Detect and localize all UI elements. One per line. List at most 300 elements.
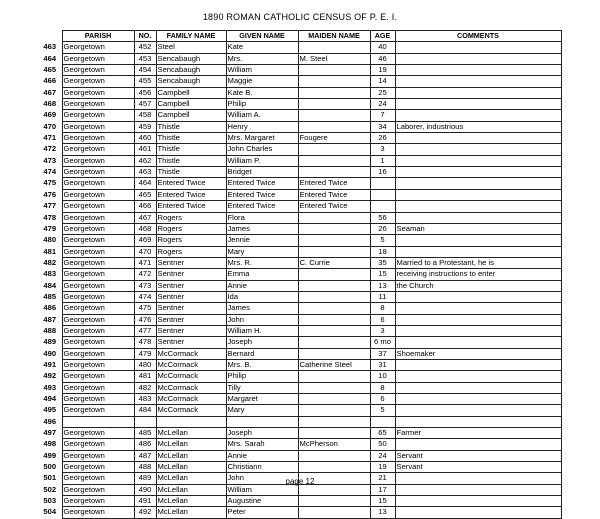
parish-cell: Georgetown: [62, 257, 134, 268]
maiden-name-cell: [298, 269, 370, 280]
age-cell: 8: [370, 382, 395, 393]
maiden-name-cell: [298, 303, 370, 314]
comments-cell: [395, 53, 561, 64]
parish-cell: Georgetown: [62, 99, 134, 110]
maiden-name-cell: [298, 144, 370, 155]
row-number-cell: 469: [38, 110, 62, 121]
maiden-name-cell: [298, 371, 370, 382]
row-number-cell: 489: [38, 337, 62, 348]
row-number-cell: 480: [38, 235, 62, 246]
comments-cell: [395, 359, 561, 370]
given-name-cell: Annie: [226, 280, 298, 291]
table-row: [38, 428, 561, 439]
parish-cell: Georgetown: [62, 133, 134, 144]
given-name-cell: Mrs. R.: [226, 257, 298, 268]
maiden-name-cell: [298, 405, 370, 416]
family-name-cell: Entered Twice: [156, 201, 226, 212]
number-cell: 479: [134, 348, 156, 359]
comments-cell: [395, 99, 561, 110]
given-name-cell: Peter: [226, 507, 298, 518]
row-number-cell: 473: [38, 155, 62, 166]
family-name-cell: Thistle: [156, 121, 226, 132]
row-number-cell: 499: [38, 450, 62, 461]
comments-cell: [395, 235, 561, 246]
maiden-name-cell: [298, 246, 370, 257]
comments-cell: [395, 189, 561, 200]
parish-cell: Georgetown: [62, 314, 134, 325]
header-parish: PARISH: [62, 31, 134, 42]
given-name-cell: Mary: [226, 246, 298, 257]
number-cell: 459: [134, 121, 156, 132]
family-name-cell: Thistle: [156, 133, 226, 144]
comments-cell: Servant: [395, 462, 561, 473]
table-row: [38, 87, 561, 98]
comments-cell: [395, 133, 561, 144]
number-cell: 473: [134, 280, 156, 291]
parish-cell: Georgetown: [62, 484, 134, 495]
comments-cell: [395, 155, 561, 166]
given-name-cell: William P.: [226, 155, 298, 166]
given-name-cell: John Charles: [226, 144, 298, 155]
table-row: [38, 382, 561, 393]
number-cell: 458: [134, 110, 156, 121]
table-row: [38, 110, 561, 121]
family-name-cell: McLellan: [156, 450, 226, 461]
family-name-cell: McCormack: [156, 371, 226, 382]
comments-cell: [395, 371, 561, 382]
comments-cell: [395, 110, 561, 121]
parish-cell: Georgetown: [62, 359, 134, 370]
parish-cell: Georgetown: [62, 303, 134, 314]
row-number-cell: 474: [38, 167, 62, 178]
given-name-cell: William: [226, 65, 298, 76]
number-cell: 461: [134, 144, 156, 155]
number-cell: 469: [134, 235, 156, 246]
comments-cell: [395, 178, 561, 189]
number-cell: 477: [134, 325, 156, 336]
row-number-cell: 475: [38, 178, 62, 189]
row-number-cell: 483: [38, 269, 62, 280]
header-family-name: FAMILY NAME: [156, 31, 226, 42]
parish-cell: Georgetown: [62, 87, 134, 98]
family-name-cell: McCormack: [156, 382, 226, 393]
number-cell: 476: [134, 314, 156, 325]
given-name-cell: Joseph: [226, 428, 298, 439]
given-name-cell: Entered Twice: [226, 201, 298, 212]
age-cell: 50: [370, 439, 395, 450]
row-number-cell: 464: [38, 53, 62, 64]
table-row: [38, 76, 561, 87]
maiden-name-cell: [298, 382, 370, 393]
table-header-row: [38, 31, 561, 42]
header-maiden-name: MAIDEN NAME: [298, 31, 370, 42]
comments-cell: Seaman: [395, 223, 561, 234]
number-cell: 492: [134, 507, 156, 518]
age-cell: 26: [370, 223, 395, 234]
given-name-cell: John: [226, 473, 298, 484]
age-cell: [370, 416, 395, 427]
given-name-cell: [226, 416, 298, 427]
given-name-cell: William H.: [226, 325, 298, 336]
age-cell: 18: [370, 246, 395, 257]
age-cell: 19: [370, 65, 395, 76]
maiden-name-cell: Entered Twice: [298, 189, 370, 200]
given-name-cell: Mary: [226, 405, 298, 416]
number-cell: 455: [134, 76, 156, 87]
comments-cell: [395, 42, 561, 53]
family-name-cell: Rogers: [156, 235, 226, 246]
maiden-name-cell: Entered Twice: [298, 178, 370, 189]
comments-cell: [395, 76, 561, 87]
family-name-cell: Sentner: [156, 291, 226, 302]
maiden-name-cell: [298, 348, 370, 359]
parish-cell: Georgetown: [62, 212, 134, 223]
table-row: [38, 223, 561, 234]
table-row: [38, 246, 561, 257]
age-cell: [370, 201, 395, 212]
number-cell: 460: [134, 133, 156, 144]
row-number-cell: 490: [38, 348, 62, 359]
comments-cell: [395, 405, 561, 416]
table-row: [38, 337, 561, 348]
given-name-cell: James: [226, 223, 298, 234]
parish-cell: Georgetown: [62, 394, 134, 405]
given-name-cell: Maggie: [226, 76, 298, 87]
family-name-cell: Campbell: [156, 87, 226, 98]
given-name-cell: Mrs. Margaret: [226, 133, 298, 144]
parish-cell: Georgetown: [62, 507, 134, 518]
family-name-cell: McLellan: [156, 507, 226, 518]
age-cell: 46: [370, 53, 395, 64]
maiden-name-cell: [298, 496, 370, 507]
age-cell: 6: [370, 314, 395, 325]
table-row: [38, 53, 561, 64]
maiden-name-cell: Catherine Steel: [298, 359, 370, 370]
table-row: [38, 348, 561, 359]
number-cell: 454: [134, 65, 156, 76]
family-name-cell: Sentner: [156, 314, 226, 325]
comments-cell: [395, 167, 561, 178]
parish-cell: Georgetown: [62, 42, 134, 53]
age-cell: 34: [370, 121, 395, 132]
maiden-name-cell: Entered Twice: [298, 201, 370, 212]
maiden-name-cell: [298, 155, 370, 166]
maiden-name-cell: [298, 76, 370, 87]
age-cell: 3: [370, 144, 395, 155]
parish-cell: Georgetown: [62, 462, 134, 473]
row-number-cell: 496: [38, 416, 62, 427]
comments-cell: [395, 439, 561, 450]
table-row: [38, 257, 561, 268]
family-name-cell: Sentner: [156, 325, 226, 336]
comments-cell: [395, 314, 561, 325]
parish-cell: Georgetown: [62, 496, 134, 507]
age-cell: 31: [370, 359, 395, 370]
maiden-name-cell: [298, 42, 370, 53]
family-name-cell: Rogers: [156, 246, 226, 257]
parish-cell: Georgetown: [62, 110, 134, 121]
table-row: [38, 269, 561, 280]
age-cell: 13: [370, 280, 395, 291]
table-body: [38, 42, 561, 518]
parish-cell: Georgetown: [62, 382, 134, 393]
age-cell: 3: [370, 325, 395, 336]
age-cell: 11: [370, 291, 395, 302]
given-name-cell: Ida: [226, 291, 298, 302]
comments-cell: [395, 507, 561, 518]
family-name-cell: Entered Twice: [156, 178, 226, 189]
family-name-cell: [156, 416, 226, 427]
parish-cell: Georgetown: [62, 371, 134, 382]
table-row: [38, 507, 561, 518]
family-name-cell: McLellan: [156, 439, 226, 450]
family-name-cell: Thistle: [156, 155, 226, 166]
family-name-cell: Sencabaugh: [156, 65, 226, 76]
table-row: [38, 42, 561, 53]
row-number-cell: 487: [38, 314, 62, 325]
age-cell: 26: [370, 133, 395, 144]
row-number-cell: 500: [38, 462, 62, 473]
row-number-cell: 502: [38, 484, 62, 495]
row-number-cell: 478: [38, 212, 62, 223]
comments-cell: Servant: [395, 450, 561, 461]
header-given-name: GIVEN NAME: [226, 31, 298, 42]
age-cell: 24: [370, 450, 395, 461]
number-cell: 474: [134, 291, 156, 302]
row-number-cell: 503: [38, 496, 62, 507]
given-name-cell: Christiann: [226, 462, 298, 473]
maiden-name-cell: C. Currie: [298, 257, 370, 268]
family-name-cell: McLellan: [156, 496, 226, 507]
number-cell: 489: [134, 473, 156, 484]
comments-cell: Laborer, industrious: [395, 121, 561, 132]
age-cell: 21: [370, 473, 395, 484]
table-row: [38, 394, 561, 405]
age-cell: 19: [370, 462, 395, 473]
number-cell: 464: [134, 178, 156, 189]
age-cell: [370, 178, 395, 189]
row-number-cell: 493: [38, 382, 62, 393]
age-cell: 5: [370, 235, 395, 246]
family-name-cell: Sentner: [156, 280, 226, 291]
number-cell: 463: [134, 167, 156, 178]
row-number-cell: 482: [38, 257, 62, 268]
parish-cell: Georgetown: [62, 450, 134, 461]
given-name-cell: Kate: [226, 42, 298, 53]
number-cell: 468: [134, 223, 156, 234]
number-cell: 486: [134, 439, 156, 450]
family-name-cell: McLellan: [156, 473, 226, 484]
number-cell: 491: [134, 496, 156, 507]
comments-cell: the Church: [395, 280, 561, 291]
family-name-cell: Rogers: [156, 223, 226, 234]
parish-cell: Georgetown: [62, 223, 134, 234]
number-cell: 490: [134, 484, 156, 495]
number-cell: 488: [134, 462, 156, 473]
comments-cell: [395, 303, 561, 314]
given-name-cell: Jennie: [226, 235, 298, 246]
given-name-cell: Tilly: [226, 382, 298, 393]
given-name-cell: John: [226, 314, 298, 325]
given-name-cell: Bridget: [226, 167, 298, 178]
maiden-name-cell: [298, 450, 370, 461]
given-name-cell: Mrs.: [226, 53, 298, 64]
comments-cell: [395, 212, 561, 223]
parish-cell: Georgetown: [62, 325, 134, 336]
table-row: [38, 65, 561, 76]
parish-cell: Georgetown: [62, 405, 134, 416]
family-name-cell: McCormack: [156, 359, 226, 370]
row-number-cell: 481: [38, 246, 62, 257]
row-number-cell: 470: [38, 121, 62, 132]
table-row: [38, 462, 561, 473]
family-name-cell: Campbell: [156, 99, 226, 110]
table-row: [38, 133, 561, 144]
number-cell: 482: [134, 382, 156, 393]
parish-cell: Georgetown: [62, 439, 134, 450]
row-number-cell: 497: [38, 428, 62, 439]
comments-cell: Married to a Protestant, he is: [395, 257, 561, 268]
number-cell: 470: [134, 246, 156, 257]
age-cell: 40: [370, 42, 395, 53]
age-cell: 6 mo: [370, 337, 395, 348]
family-name-cell: Sentner: [156, 337, 226, 348]
age-cell: 15: [370, 496, 395, 507]
maiden-name-cell: Fougere: [298, 133, 370, 144]
family-name-cell: Campbell: [156, 110, 226, 121]
parish-cell: Georgetown: [62, 235, 134, 246]
family-name-cell: Sentner: [156, 303, 226, 314]
number-cell: 478: [134, 337, 156, 348]
row-number-cell: 484: [38, 280, 62, 291]
number-cell: 472: [134, 269, 156, 280]
table-row: [38, 201, 561, 212]
family-name-cell: McCormack: [156, 348, 226, 359]
row-number-cell: 492: [38, 371, 62, 382]
number-cell: 456: [134, 87, 156, 98]
number-cell: 453: [134, 53, 156, 64]
table-row: [38, 405, 561, 416]
number-cell: 484: [134, 405, 156, 416]
maiden-name-cell: [298, 235, 370, 246]
family-name-cell: Sentner: [156, 269, 226, 280]
age-cell: 7: [370, 110, 395, 121]
number-cell: 452: [134, 42, 156, 53]
parish-cell: Georgetown: [62, 473, 134, 484]
comments-cell: [395, 382, 561, 393]
comments-cell: Shoemaker: [395, 348, 561, 359]
maiden-name-cell: [298, 428, 370, 439]
parish-cell: Georgetown: [62, 155, 134, 166]
row-number-cell: 476: [38, 189, 62, 200]
parish-cell: Georgetown: [62, 178, 134, 189]
parish-cell: Georgetown: [62, 348, 134, 359]
number-cell: 485: [134, 428, 156, 439]
maiden-name-cell: [298, 212, 370, 223]
table-row: [38, 178, 561, 189]
given-name-cell: Philip: [226, 371, 298, 382]
maiden-name-cell: [298, 394, 370, 405]
age-cell: 65: [370, 428, 395, 439]
number-cell: 487: [134, 450, 156, 461]
header-row-number: [38, 31, 62, 42]
row-number-cell: 467: [38, 87, 62, 98]
family-name-cell: McCormack: [156, 394, 226, 405]
maiden-name-cell: [298, 110, 370, 121]
row-number-cell: 501: [38, 473, 62, 484]
comments-cell: Farmer: [395, 428, 561, 439]
row-number-cell: 494: [38, 394, 62, 405]
comments-cell: [395, 201, 561, 212]
parish-cell: Georgetown: [62, 291, 134, 302]
maiden-name-cell: McPherson: [298, 439, 370, 450]
family-name-cell: McLellan: [156, 462, 226, 473]
given-name-cell: William A.: [226, 110, 298, 121]
maiden-name-cell: [298, 314, 370, 325]
table-row: [38, 303, 561, 314]
family-name-cell: Entered Twice: [156, 189, 226, 200]
maiden-name-cell: [298, 65, 370, 76]
given-name-cell: James: [226, 303, 298, 314]
age-cell: 17: [370, 484, 395, 495]
family-name-cell: Sentner: [156, 257, 226, 268]
maiden-name-cell: [298, 223, 370, 234]
row-number-cell: 466: [38, 76, 62, 87]
table-row: [38, 189, 561, 200]
family-name-cell: McCormack: [156, 405, 226, 416]
number-cell: 475: [134, 303, 156, 314]
parish-cell: [62, 416, 134, 427]
given-name-cell: Mrs. Sarah: [226, 439, 298, 450]
maiden-name-cell: [298, 87, 370, 98]
row-number-cell: 498: [38, 439, 62, 450]
row-number-cell: 485: [38, 291, 62, 302]
family-name-cell: McLellan: [156, 484, 226, 495]
given-name-cell: Bernard: [226, 348, 298, 359]
maiden-name-cell: [298, 121, 370, 132]
row-number-cell: 477: [38, 201, 62, 212]
row-number-cell: 491: [38, 359, 62, 370]
row-number-cell: 479: [38, 223, 62, 234]
age-cell: 13: [370, 507, 395, 518]
row-number-cell: 468: [38, 99, 62, 110]
maiden-name-cell: [298, 167, 370, 178]
family-name-cell: Sencabaugh: [156, 76, 226, 87]
table-row: [38, 212, 561, 223]
family-name-cell: Thistle: [156, 167, 226, 178]
age-cell: 8: [370, 303, 395, 314]
age-cell: 1: [370, 155, 395, 166]
parish-cell: Georgetown: [62, 337, 134, 348]
row-number-cell: 488: [38, 325, 62, 336]
row-number-cell: 471: [38, 133, 62, 144]
age-cell: 25: [370, 87, 395, 98]
table-row: [38, 314, 561, 325]
table-row: [38, 235, 561, 246]
age-cell: 14: [370, 76, 395, 87]
given-name-cell: Entered Twice: [226, 189, 298, 200]
table-row: [38, 416, 561, 427]
table-row: [38, 144, 561, 155]
comments-cell: [395, 394, 561, 405]
table-row: [38, 155, 561, 166]
table-row: [38, 291, 561, 302]
page-number: page 12: [285, 477, 315, 486]
maiden-name-cell: [298, 337, 370, 348]
row-number-cell: 495: [38, 405, 62, 416]
given-name-cell: Annie: [226, 450, 298, 461]
family-name-cell: Thistle: [156, 144, 226, 155]
